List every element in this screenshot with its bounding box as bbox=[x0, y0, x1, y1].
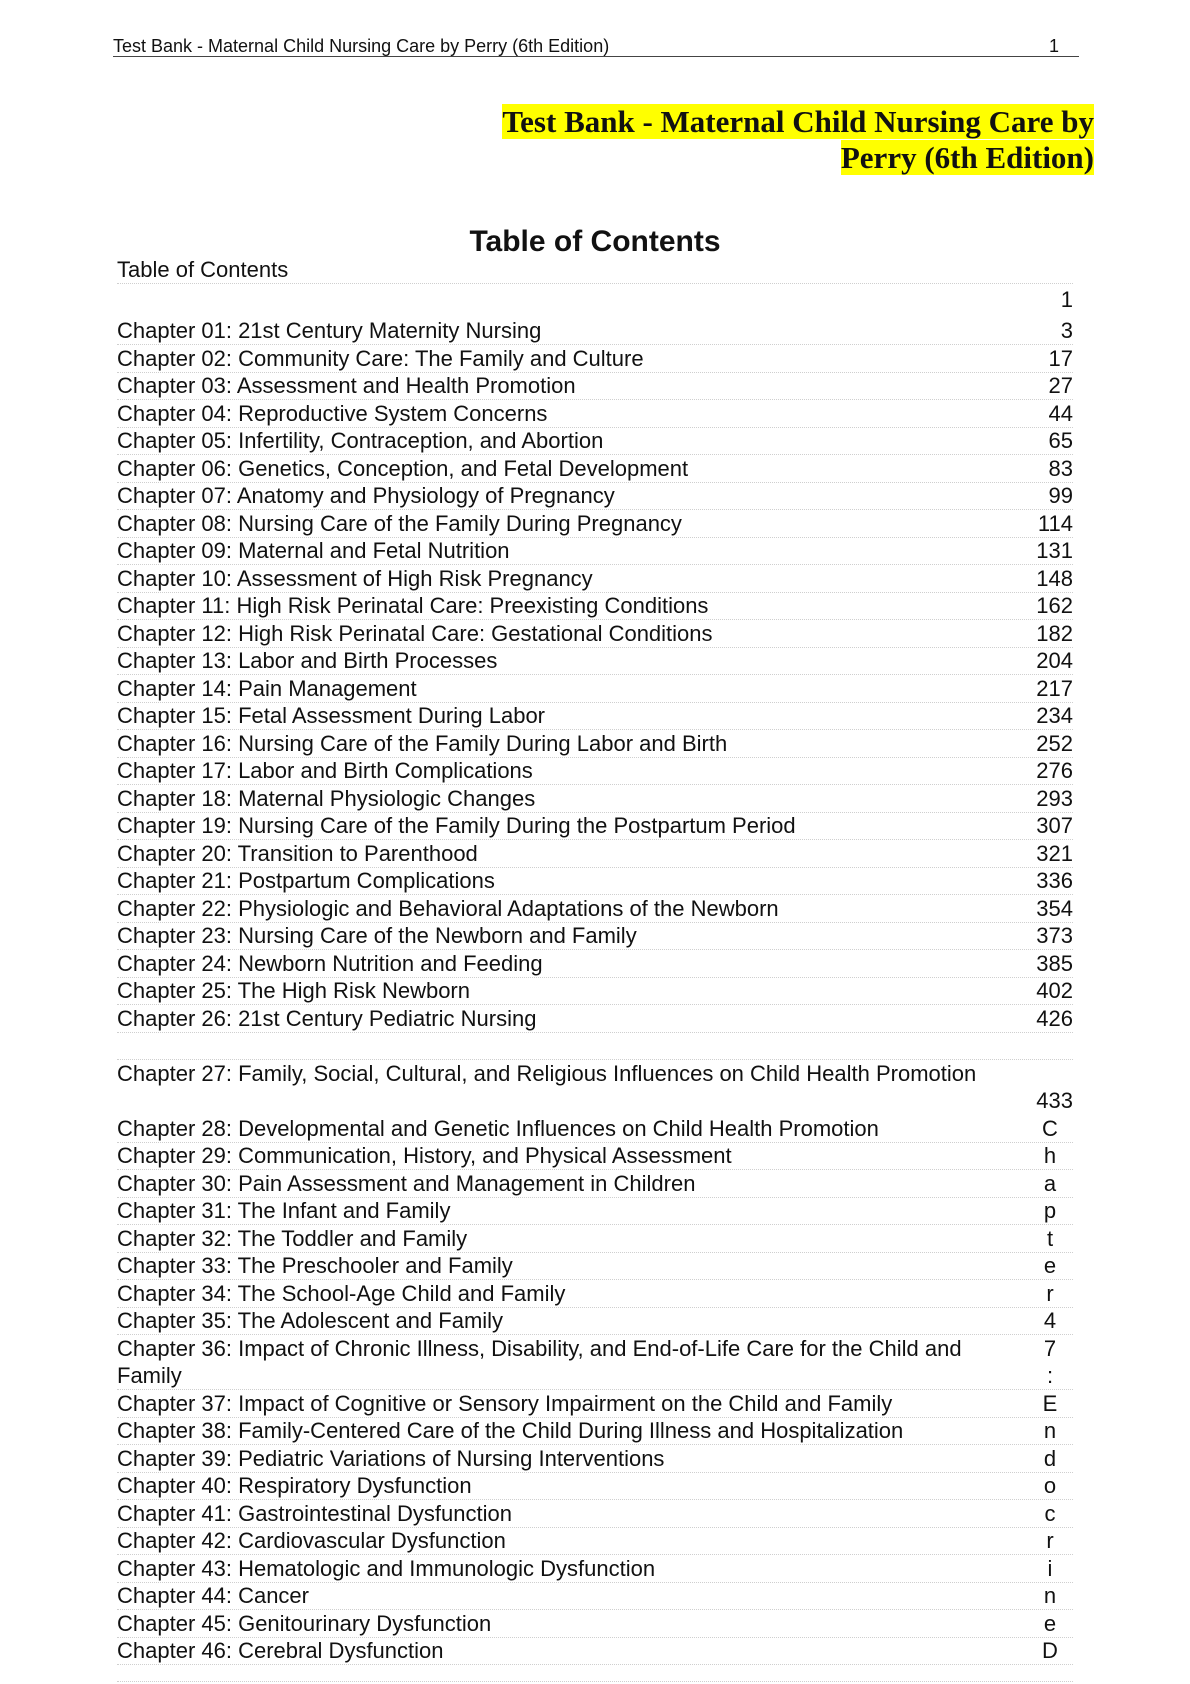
toc-row[interactable] bbox=[117, 1417, 1073, 1445]
toc-row-title: Chapter 08: Nursing Care of the Family During Pregnancy bbox=[117, 510, 682, 536]
toc-row[interactable] bbox=[117, 977, 1073, 1005]
toc-row-title: Chapter 27: Family, Social, Cultural, and Religious Influences on Child Health Promotion bbox=[117, 1060, 977, 1086]
toc-row[interactable] bbox=[117, 1637, 1073, 1665]
toc-row-title: Chapter 07: Anatomy and Physiology of Pregnancy bbox=[117, 483, 615, 508]
toc-row[interactable] bbox=[117, 1115, 1073, 1143]
toc-row-page: 99 bbox=[1048, 483, 1073, 508]
toc-row[interactable] bbox=[117, 372, 1073, 400]
toc-row-page: 385 bbox=[1036, 950, 1073, 976]
toc-row[interactable] bbox=[117, 1500, 1073, 1528]
toc-row[interactable] bbox=[117, 1252, 1073, 1280]
vertical-page-char: e bbox=[1043, 1610, 1057, 1636]
toc-row-title: Chapter 33: The Preschooler and Family bbox=[117, 1253, 513, 1278]
toc-row-title: Chapter 40: Respiratory Dysfunction bbox=[117, 1473, 472, 1498]
toc-row[interactable] bbox=[117, 785, 1073, 813]
toc-row-page: 293 bbox=[1036, 785, 1073, 811]
toc-row-title: Chapter 14: Pain Management bbox=[117, 675, 417, 701]
toc-row[interactable] bbox=[117, 840, 1073, 868]
toc-row-page: 17 bbox=[1048, 345, 1073, 371]
toc-row-title: Chapter 31: The Infant and Family bbox=[117, 1198, 451, 1223]
toc-row-page: 252 bbox=[1036, 730, 1073, 756]
toc-row-title: Chapter 25: The High Risk Newborn bbox=[117, 978, 470, 1003]
toc-row-title: Chapter 15: Fetal Assessment During Labor bbox=[117, 703, 546, 728]
toc-row[interactable] bbox=[117, 455, 1073, 483]
toc-row-page: 433 bbox=[1036, 1088, 1073, 1113]
toc-row-page: 336 bbox=[1036, 868, 1073, 893]
document-title bbox=[502, 104, 1094, 176]
toc-row-page: 83 bbox=[1048, 455, 1073, 481]
toc-row-page: 217 bbox=[1036, 675, 1073, 701]
vertical-page-char: o bbox=[1043, 1473, 1057, 1498]
vertical-page-char: E bbox=[1042, 1390, 1058, 1416]
divider bbox=[117, 1681, 1073, 1682]
toc-row-title: Chapter 35: The Adolescent and Family bbox=[117, 1308, 504, 1333]
toc-row[interactable] bbox=[117, 1390, 1073, 1418]
toc-row-title: Chapter 37: Impact of Cognitive or Sensory Impairment on the Child and Family bbox=[117, 1390, 893, 1416]
toc-row[interactable] bbox=[117, 1280, 1073, 1308]
vertical-page-char: r bbox=[1046, 1528, 1054, 1553]
toc-row[interactable] bbox=[117, 895, 1073, 923]
vertical-page-char: i bbox=[1047, 1555, 1053, 1581]
toc-row-title: Chapter 41: Gastrointestinal Dysfunction bbox=[117, 1500, 512, 1526]
vertical-page-char: D bbox=[1042, 1638, 1058, 1663]
running-header-page-number: 1 bbox=[1048, 36, 1059, 56]
toc-row-page: 65 bbox=[1048, 428, 1073, 453]
vertical-page-char: p bbox=[1043, 1198, 1057, 1223]
toc-row-title: Chapter 20: Transition to Parenthood bbox=[117, 840, 478, 866]
toc-row[interactable] bbox=[117, 1170, 1073, 1198]
toc-row-title: Chapter 30: Pain Assessment and Management in Children bbox=[117, 1170, 696, 1196]
toc-row-page: 3 bbox=[1060, 318, 1073, 343]
vertical-page-char: e bbox=[1043, 1253, 1057, 1278]
toc-row-title: Chapter 13: Labor and Birth Processes bbox=[117, 648, 498, 673]
toc-row-page: 44 bbox=[1048, 400, 1073, 426]
toc-row[interactable] bbox=[117, 620, 1073, 648]
toc-entry-label[interactable]: Table of Contents bbox=[117, 256, 1073, 284]
toc-row-page: 276 bbox=[1036, 758, 1073, 783]
toc-row-title: Chapter 24: Newborn Nutrition and Feeding bbox=[117, 950, 543, 976]
toc-row[interactable] bbox=[117, 482, 1073, 510]
toc-row[interactable] bbox=[117, 1307, 1073, 1335]
running-header bbox=[113, 34, 1079, 57]
toc-row[interactable] bbox=[117, 867, 1073, 895]
toc-row-title: Chapter 03: Assessment and Health Promotion bbox=[117, 373, 576, 398]
toc-row[interactable] bbox=[117, 1197, 1073, 1225]
toc-row[interactable] bbox=[117, 510, 1073, 538]
document-title-line-1: Test Bank - Maternal Child Nursing Care by bbox=[502, 104, 1094, 139]
toc-row-page: 148 bbox=[1036, 565, 1073, 591]
vertical-page-char: C bbox=[1042, 1115, 1058, 1141]
toc-row[interactable] bbox=[117, 730, 1073, 758]
toc-row[interactable] bbox=[117, 1445, 1073, 1473]
toc-row[interactable] bbox=[117, 757, 1073, 785]
toc-row[interactable] bbox=[117, 1225, 1073, 1253]
toc-row-page: 402 bbox=[1036, 978, 1073, 1003]
toc-row-page: 321 bbox=[1036, 840, 1073, 866]
toc-row-page: 131 bbox=[1036, 538, 1073, 563]
toc-spacer-row bbox=[117, 1032, 1073, 1060]
toc-row[interactable] bbox=[117, 317, 1073, 345]
toc-row-title: Chapter 21: Postpartum Complications bbox=[117, 868, 495, 893]
toc-row-page: 234 bbox=[1036, 703, 1073, 728]
toc-row-title: Chapter 19: Nursing Care of the Family During the Postpartum Period bbox=[117, 813, 796, 838]
toc-row-page: 307 bbox=[1036, 813, 1073, 838]
toc-row[interactable] bbox=[117, 1582, 1073, 1610]
vertical-page-char: 7 bbox=[1043, 1335, 1057, 1361]
toc-row-title: Chapter 09: Maternal and Fetal Nutrition bbox=[117, 538, 510, 563]
toc-row-page: 114 bbox=[1037, 510, 1073, 536]
toc-row-title: Chapter 39: Pediatric Variations of Nursing Interventions bbox=[117, 1445, 665, 1471]
toc-row-title: Chapter 01: 21st Century Maternity Nursing bbox=[117, 318, 542, 343]
toc-row-title: Chapter 43: Hematologic and Immunologic Dysfunction bbox=[117, 1555, 656, 1581]
toc-row[interactable] bbox=[117, 1472, 1073, 1500]
toc-row-title: Chapter 10: Assessment of High Risk Pregnancy bbox=[117, 565, 593, 591]
toc-row-title: Chapter 34: The School-Age Child and Family bbox=[117, 1280, 566, 1306]
toc-row-page: 354 bbox=[1036, 895, 1073, 921]
toc-row[interactable] bbox=[117, 1335, 1073, 1390]
toc-row-title: Chapter 05: Infertility, Contraception, and Abortion bbox=[117, 428, 604, 453]
toc-row-title: Chapter 38: Family-Centered Care of the Child During Illness and Hospitalization bbox=[117, 1418, 904, 1443]
toc-row[interactable] bbox=[117, 1527, 1073, 1555]
toc-row-title: Chapter 18: Maternal Physiologic Changes bbox=[117, 785, 536, 811]
vertical-page-char: n bbox=[1043, 1418, 1057, 1443]
toc-row-page: 27 bbox=[1048, 373, 1073, 398]
toc-row-title: Chapter 36: Impact of Chronic Illness, Disability, and End-of-Life Care for the Child and Family bbox=[117, 1335, 962, 1388]
toc-row[interactable] bbox=[117, 427, 1073, 455]
toc-row-title: Chapter 28: Developmental and Genetic Influences on Child Health Promotion bbox=[117, 1115, 879, 1141]
toc-row[interactable] bbox=[117, 950, 1073, 978]
toc-row-title: Chapter 32: The Toddler and Family bbox=[117, 1225, 468, 1251]
vertical-page-char: a bbox=[1043, 1170, 1057, 1196]
toc-row[interactable] bbox=[117, 592, 1073, 620]
toc-heading: Table of Contents bbox=[469, 225, 721, 258]
toc-row-title: Chapter 11: High Risk Perinatal Care: Preexisting Conditions bbox=[117, 593, 709, 618]
toc-row[interactable] bbox=[117, 1060, 1073, 1087]
toc-row-title: Chapter 06: Genetics, Conception, and Fetal Development bbox=[117, 455, 689, 481]
toc-row-page: 182 bbox=[1036, 620, 1073, 646]
vertical-page-char: 4 bbox=[1043, 1308, 1057, 1333]
toc-row-title: Chapter 26: 21st Century Pediatric Nursing bbox=[117, 1005, 537, 1031]
toc-row-title: Chapter 46: Cerebral Dysfunction bbox=[117, 1638, 444, 1663]
toc-row-page-chapter-27 bbox=[117, 1087, 1073, 1114]
toc-row[interactable] bbox=[117, 345, 1073, 373]
vertical-page-char: c bbox=[1044, 1500, 1056, 1526]
toc-row-page: 204 bbox=[1036, 648, 1073, 673]
toc-row-title: Chapter 44: Cancer bbox=[117, 1583, 309, 1608]
toc-row-page: 162 bbox=[1036, 593, 1073, 618]
vertical-page-char: h bbox=[1043, 1143, 1057, 1168]
toc-row-title: Chapter 04: Reproductive System Concerns bbox=[117, 400, 548, 426]
toc-row[interactable] bbox=[117, 1142, 1073, 1170]
toc-row-page: 426 bbox=[1036, 1005, 1073, 1031]
document-title-line-2: Perry (6th Edition) bbox=[840, 140, 1094, 175]
toc-entry-page: 1 bbox=[1060, 287, 1073, 312]
toc-row-title: Chapter 45: Genitourinary Dysfunction bbox=[117, 1610, 492, 1636]
toc-row[interactable] bbox=[117, 812, 1073, 840]
toc-row-page: 373 bbox=[1036, 923, 1073, 948]
toc-row[interactable] bbox=[117, 565, 1073, 593]
toc-row-title: Chapter 42: Cardiovascular Dysfunction bbox=[117, 1528, 506, 1553]
toc-row[interactable] bbox=[117, 400, 1073, 428]
vertical-page-char: d bbox=[1043, 1445, 1057, 1471]
toc-row[interactable] bbox=[117, 1555, 1073, 1583]
toc-row[interactable] bbox=[117, 922, 1073, 950]
running-header-title: Test Bank - Maternal Child Nursing Care by Perry (6th Edition) bbox=[113, 36, 610, 56]
vertical-page-char: t bbox=[1046, 1225, 1054, 1251]
vertical-page-char: : bbox=[1046, 1363, 1054, 1388]
toc-row-title: Chapter 12: High Risk Perinatal Care: Gestational Conditions bbox=[117, 620, 713, 646]
toc-row[interactable] bbox=[117, 537, 1073, 565]
toc-row-title: Chapter 16: Nursing Care of the Family During Labor and Birth bbox=[117, 730, 728, 756]
vertical-page-char: r bbox=[1046, 1280, 1054, 1306]
toc-row-title: Chapter 29: Communication, History, and Physical Assessment bbox=[117, 1143, 732, 1168]
toc-row[interactable] bbox=[117, 702, 1073, 730]
toc-row[interactable] bbox=[117, 1610, 1073, 1638]
toc-row[interactable] bbox=[117, 675, 1073, 703]
toc-row-title: Chapter 17: Labor and Birth Complications bbox=[117, 758, 533, 783]
toc-row[interactable] bbox=[117, 647, 1073, 675]
toc-row-title: Chapter 22: Physiologic and Behavioral Adaptations of the Newborn bbox=[117, 895, 779, 921]
toc-row[interactable] bbox=[117, 1005, 1073, 1033]
toc-row-title: Chapter 23: Nursing Care of the Newborn and Family bbox=[117, 923, 637, 948]
vertical-page-char: n bbox=[1043, 1583, 1057, 1608]
toc-row-title: Chapter 02: Community Care: The Family and Culture bbox=[117, 345, 644, 371]
